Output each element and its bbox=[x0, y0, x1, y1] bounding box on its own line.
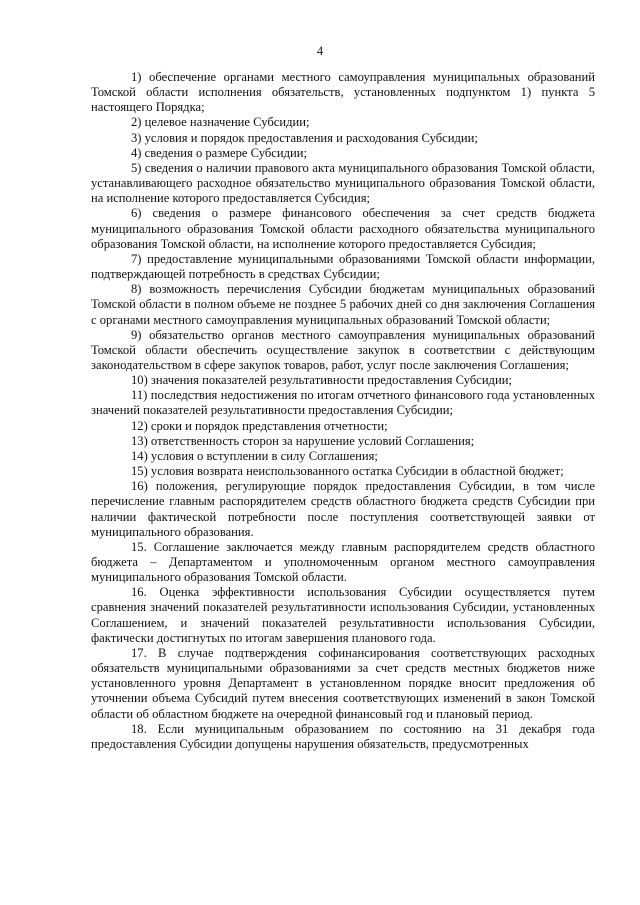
paragraph: 14) условия о вступлении в силу Соглашения; bbox=[131, 448, 378, 463]
paragraph: 4) сведения о размере Субсидии; bbox=[131, 145, 308, 160]
paragraph: 5) сведения о наличии правового акта муниципального образования Томской области, устанавливающего расходное обязательство муниципального образования Томской области, на исполнение которого предоставляется Субсидия; bbox=[91, 160, 595, 206]
paragraph: 13) ответственность сторон за нарушение условий Соглашения; bbox=[131, 433, 475, 448]
paragraph: 18. Если муниципальным образованием по состоянию на 31 декабря года предоставления Субсидии допущены нарушения обязательств, предусмотренных bbox=[91, 721, 595, 751]
paragraph: 1) обеспечение органами местного самоуправления муниципальных образований Томской области исполнения обязательств, установленных подпунктом 1) пункта 5 настоящего Порядка; bbox=[91, 70, 595, 115]
paragraph: 10) значения показателей результативности предоставления Субсидии; bbox=[131, 373, 512, 388]
paragraph: 12) сроки и порядок представления отчетности; bbox=[131, 418, 388, 433]
paragraph: 9) обязательство органов местного самоуправления муниципальных образований Томской области обеспечить осуществление закупок в соответствии с действующим законодательством в сфере закупок товаров, работ, услуг после заключения Соглашения; bbox=[91, 327, 595, 372]
paragraph: 7) предоставление муниципальными образованиями Томской области информации, подтверждающей потребность в средствах Субсидии; bbox=[91, 251, 595, 282]
paragraph: 15) условия возврата неиспользованного остатка Субсидии в областной бюджет; bbox=[131, 464, 564, 479]
paragraph: 6) сведения о размере финансового обеспечения за счет средств бюджета муниципального образования Томской области расходного обязательства муниципального образования Томской области, на исполнение которого предоставляется Субсидия; bbox=[91, 206, 595, 251]
document-body bbox=[91, 70, 595, 752]
paragraph: 17. В случае подтверждения софинансирования соответствующих расходных обязательств муниципальными образованиями за счет средств местных бюджетов ниже установленного уровня Департамент в установленном порядке вносит предложения об уточнении объема Субсидий путем внесения соответствующих изменений в закон Томской области об областном бюджете на очередной финансовый год и плановый период. bbox=[91, 645, 595, 721]
paragraph: 3) условия и порядок предоставления и расходования Субсидии; bbox=[131, 130, 478, 145]
paragraph: 2) целевое назначение Субсидии; bbox=[131, 115, 310, 130]
paragraph: 11) последствия недостижения по итогам отчетного финансового года установленных значений показателей результативности предоставления Субсидии; bbox=[91, 388, 595, 418]
paragraph: 8) возможность перечисления Субсидии бюджетам муниципальных образований Томской области в полном объеме не позднее 5 рабочих дней со дня заключения Соглашения с органами местного самоуправления муниципальных образований Томской области; bbox=[91, 282, 595, 327]
page-number: 4 bbox=[316, 44, 324, 58]
paragraph: 16) положения, регулирующие порядок предоставления Субсидии, в том числе перечисление главным распорядителем средств областного бюджета средств Субсидии при наличии фактической потребности после поступления соответствующей заявки от муниципального образования. bbox=[91, 479, 595, 539]
paragraph: 15. Соглашение заключается между главным распорядителем средств областного бюджета – Департаментом и уполномоченным органом местного самоуправления муниципального образования Томской области. bbox=[91, 539, 595, 585]
paragraph: 16. Оценка эффективности использования Субсидии осуществляется путем сравнения значений показателей результативности использования Субсидии, установленных Соглашением, и значений показателей результативности использования Субсидии, фактически достигнутых по итогам завершения планового года. bbox=[91, 585, 595, 645]
